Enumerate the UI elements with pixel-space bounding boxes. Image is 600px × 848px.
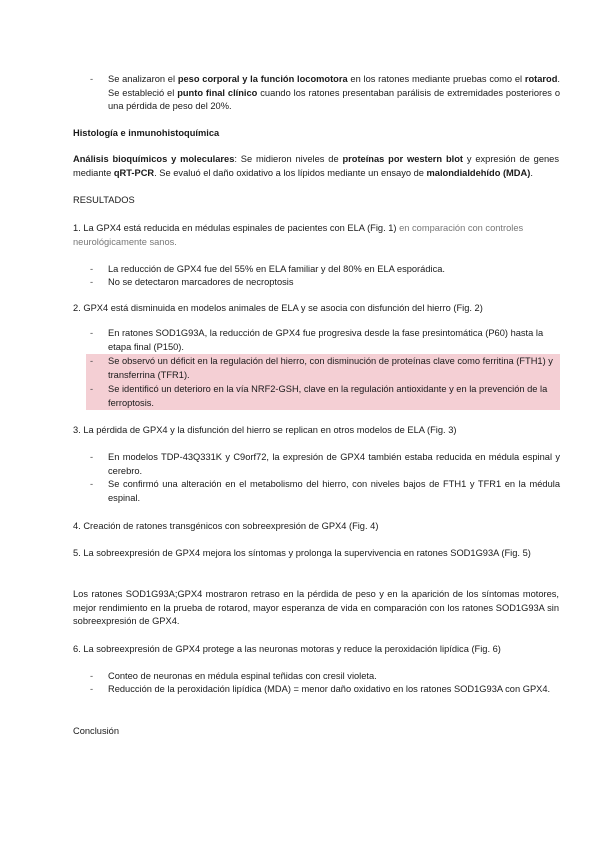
list-item xyxy=(90,451,560,478)
section-6-title: 6. La sobreexpresión de GPX4 protege a las neuronas motoras y reduce la peroxidación lipídica (Fig. 6) xyxy=(73,644,501,654)
bullet-marker: - xyxy=(90,356,94,366)
bullet-text: Se analizaron el peso corporal y la función locomotora en los ratones mediante pruebas como el rotarod. Se estableció el punto final clínico cuando los ratones presentaban parálisis de extremidades posteriores o una pérdida de peso del 20%. xyxy=(108,74,560,112)
section-5-paragraph: Los ratones SOD1G93A;GPX4 mostraron retraso en la pérdida de peso y en la aparición de los síntomas motores, mejor rendimiento en la prueba de rotarod, mayor esperanza de vida en comparación con los ratones SOD1G93A sin sobreexpresión de GPX4. xyxy=(73,589,559,627)
section-1-title: 1. La GPX4 está reducida en médulas espinales de pacientes con ELA (Fig. 1) en comparación con controles neurológicamente sanos. xyxy=(73,223,524,247)
bullet-marker: - xyxy=(90,684,94,694)
bullet-marker: - xyxy=(90,328,94,338)
bullet-text: Se identificó un deterioro en la vía NRF2-GSH, clave en la regulación antioxidante y en la prevención de la ferroptosis. xyxy=(108,384,548,408)
bullet-text: No se detectaron marcadores de necroptosis xyxy=(108,277,294,287)
bullet-text: La reducción de GPX4 fue del 55% en ELA familiar y del 80% en ELA esporádica. xyxy=(108,264,445,274)
bullet-text: En modelos TDP-43Q331K y C9orf72, la expresión de GPX4 también estaba reducida en médula espinal y cerebro. xyxy=(108,452,560,476)
list-item xyxy=(90,263,560,277)
bullet-text: Se observó un déficit en la regulación del hierro, con disminución de proteínas clave como ferritina (FTH1) y transferrina (TFR1). xyxy=(108,356,553,380)
list-item xyxy=(90,478,560,505)
section-3-title: 3. La pérdida de GPX4 y la disfunción del hierro se replican en otros modelos de ELA (Fig. 3) xyxy=(73,425,457,435)
bullet-text: Reducción de la peroxidación lipídica (MDA) = menor daño oxidativo en los ratones SOD1G93A con GPX4. xyxy=(108,684,551,694)
bullet-marker: - xyxy=(90,384,94,394)
list-item xyxy=(90,327,560,354)
bullet-marker: - xyxy=(90,452,94,462)
bullet-marker: - xyxy=(90,74,94,84)
section-2-title: 2. GPX4 está disminuida en modelos animales de ELA y se asocia con disfunción del hierro (Fig. 2) xyxy=(73,303,483,313)
histology-heading: Histología e inmunohistoquímica xyxy=(73,128,220,138)
bullet-marker: - xyxy=(90,671,94,681)
results-heading: RESULTADOS xyxy=(73,195,135,205)
bullet-text: En ratones SOD1G93A, la reducción de GPX4 fue progresiva desde la fase presintomática (P60) hasta la etapa final (P150). xyxy=(108,328,544,352)
bullet-text: Conteo de neuronas en médula espinal teñidas con cresil violeta. xyxy=(108,671,377,681)
biochem-paragraph: Análisis bioquímicos y moleculares: Se midieron niveles de proteínas por western blot y expresión de genes mediante qRT-PCR. Se evaluó el daño oxidativo a los lípidos mediante un ensayo de malondialdehído (MDA). xyxy=(73,154,559,178)
conclusion-heading: Conclusión xyxy=(73,726,119,736)
list-item xyxy=(90,670,560,684)
bullet-text: Se confirmó una alteración en el metabolismo del hierro, con niveles bajos de FTH1 y TFR1 en la médula espinal. xyxy=(108,479,560,503)
list-item xyxy=(90,276,560,290)
section-5-title: 5. La sobreexpresión de GPX4 mejora los síntomas y prolonga la supervivencia en ratones SOD1G93A (Fig. 5) xyxy=(73,548,531,558)
bullet-marker: - xyxy=(90,264,94,274)
list-item-highlighted xyxy=(90,383,560,410)
list-item xyxy=(90,683,560,697)
bullet-marker: - xyxy=(90,277,94,287)
section-4-title: 4. Creación de ratones transgénicos con sobreexpresión de GPX4 (Fig. 4) xyxy=(73,521,379,531)
bullet-marker: - xyxy=(90,479,94,489)
list-item xyxy=(90,73,560,114)
list-item-highlighted xyxy=(90,355,560,382)
